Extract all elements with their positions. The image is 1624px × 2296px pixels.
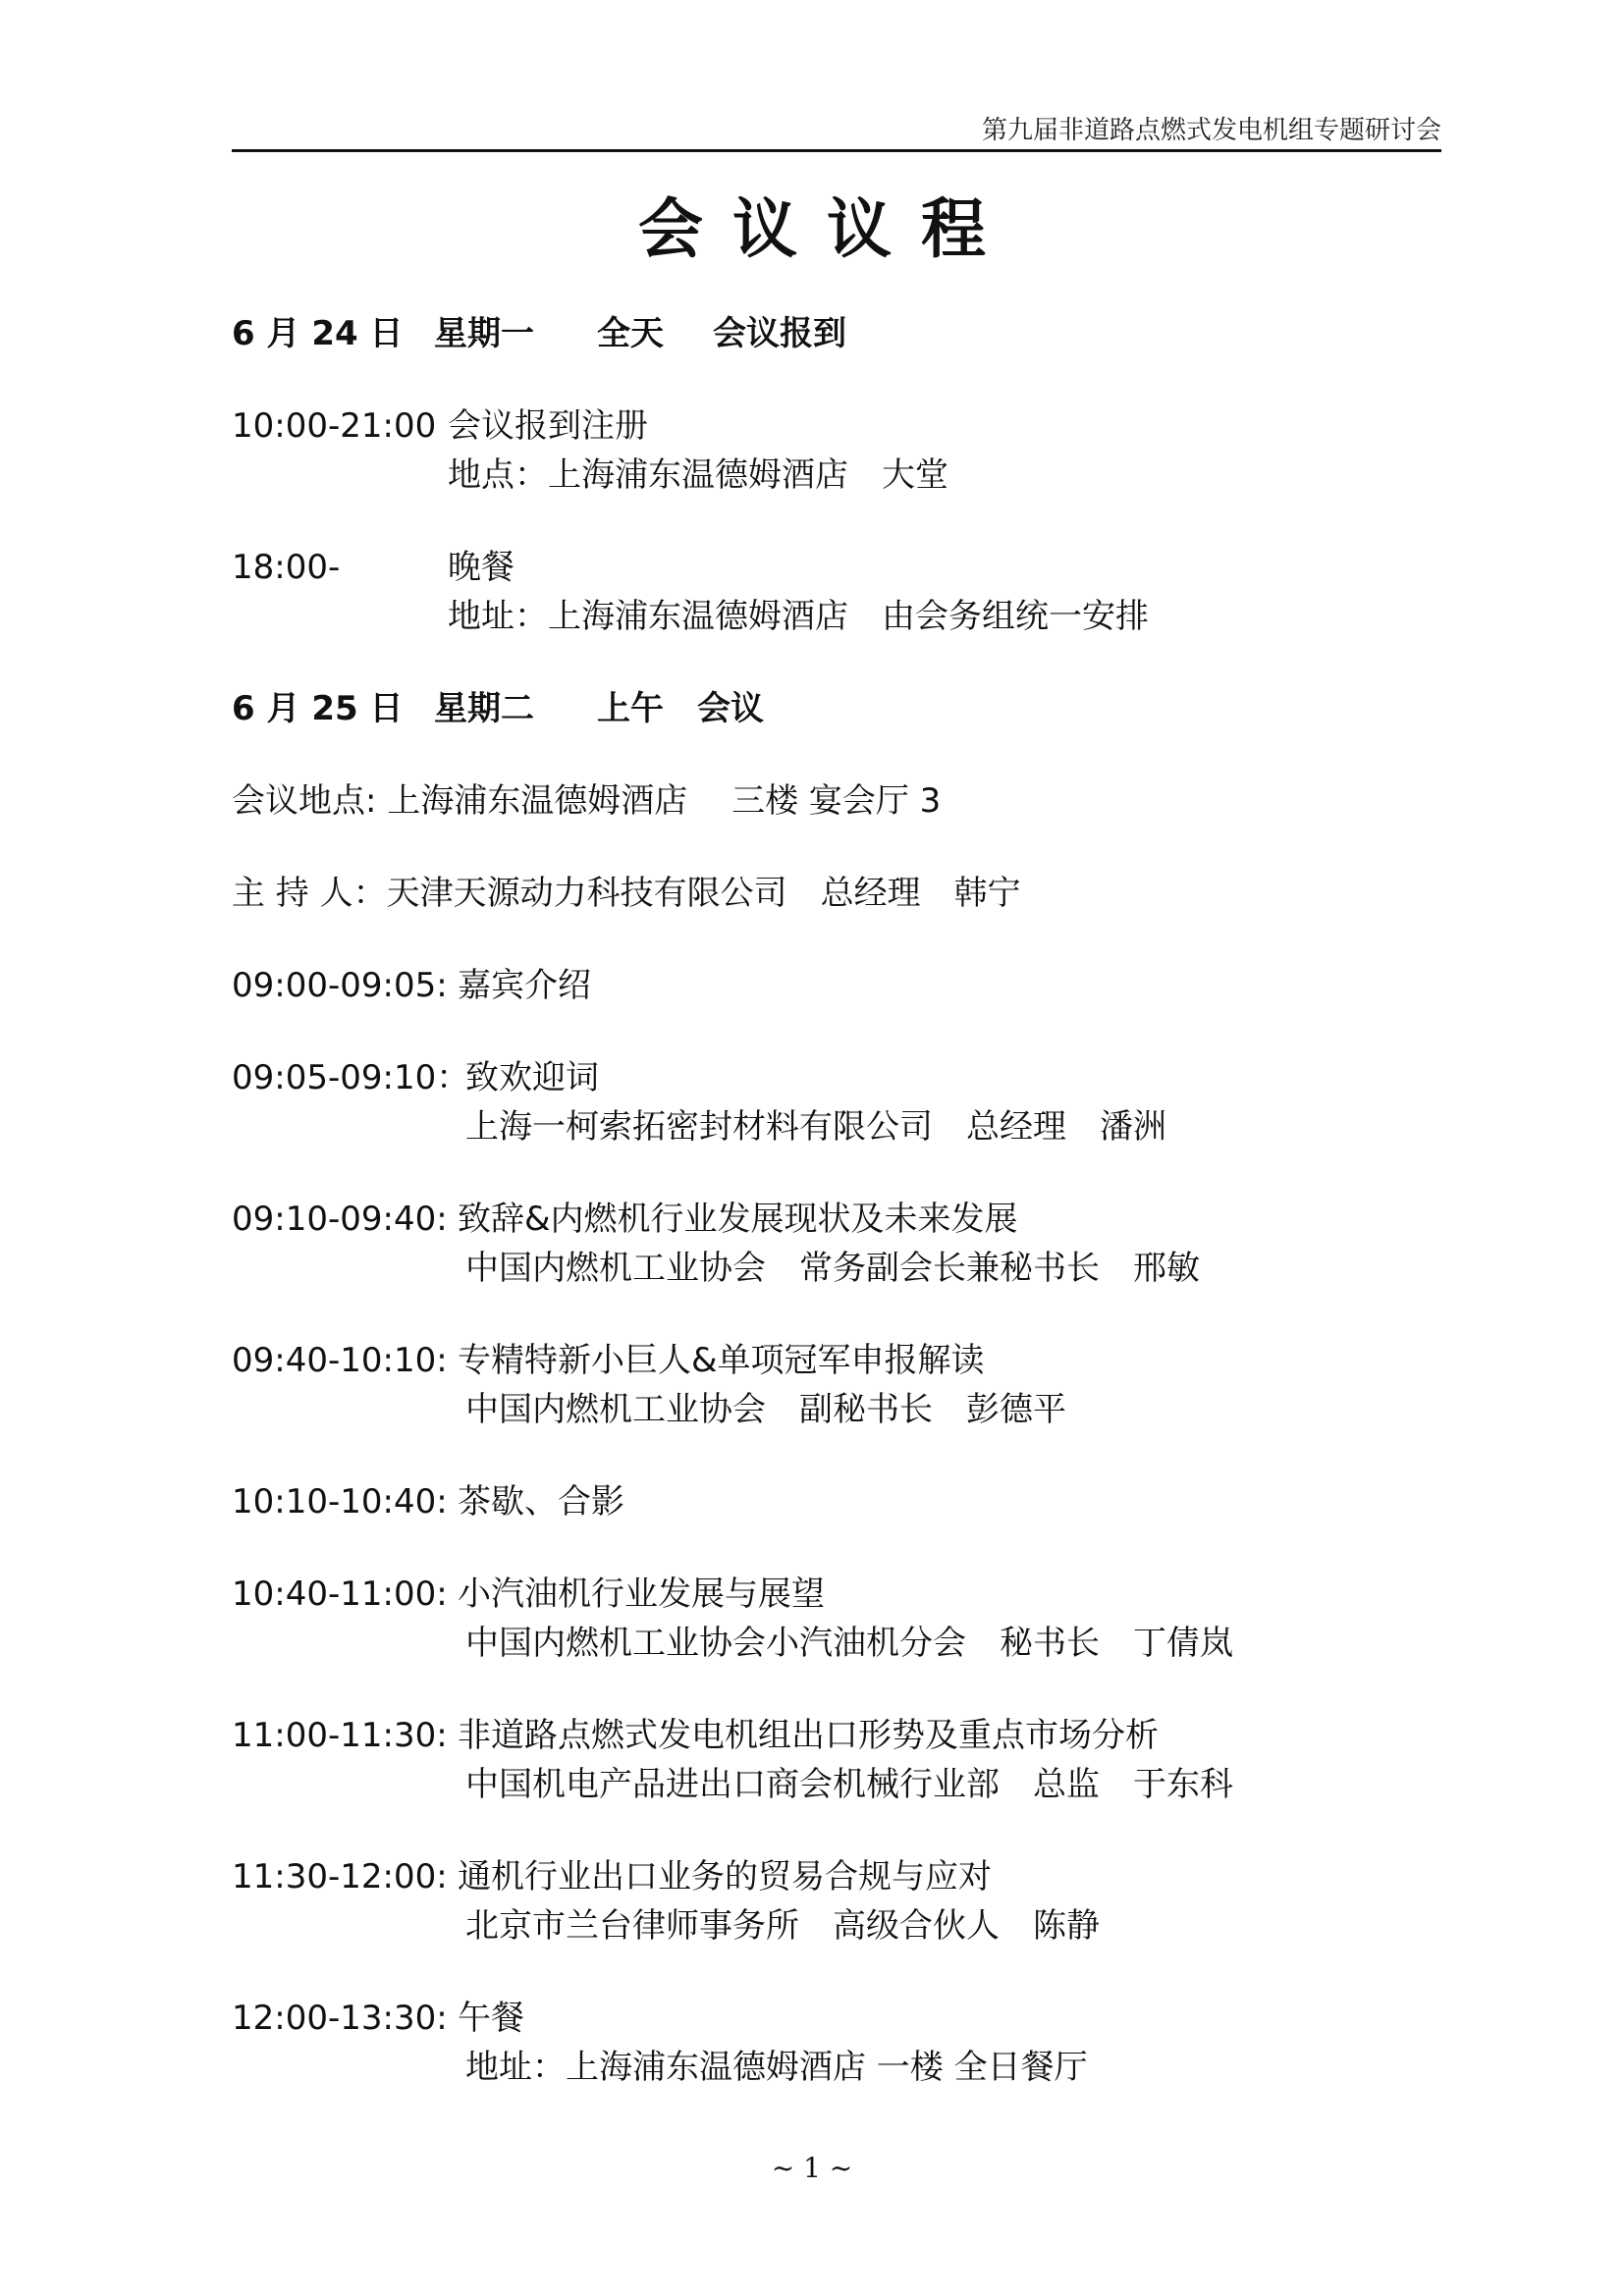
agenda-time: 11:30-12:00: [232, 1857, 448, 1896]
header-rule [232, 149, 1441, 152]
agenda-title: 晚餐 [448, 548, 514, 587]
agenda-time: 09:05-09:10： [232, 1058, 470, 1097]
day2-period: 上午 [597, 689, 664, 728]
agenda-time: 12:00-13:30: [232, 1999, 448, 2038]
agenda-title: 茶歇、合影 [458, 1482, 624, 1522]
agenda-detail: 地址：上海浦东温德姆酒店 由会务组统一安排 [448, 597, 1149, 636]
agenda-detail: 上海一柯索拓密封材料有限公司 总经理 潘洲 [465, 1107, 1166, 1147]
agenda-title: 致欢迎词 [465, 1058, 599, 1097]
agenda-time: 11:00-11:30: [232, 1716, 448, 1755]
agenda-time: 09:10-09:40: [232, 1200, 448, 1239]
host-line: 主 持 人：天津天源动力科技有限公司 总经理 韩宁 [232, 874, 1021, 913]
day2-weekday: 星期二 [434, 689, 534, 728]
page-title: 会议议程 [638, 191, 1015, 267]
agenda-title: 致辞&内燃机行业发展现状及未来发展 [458, 1200, 1018, 1239]
agenda-time: 09:00-09:05: [232, 966, 448, 1005]
agenda-detail: 地点：上海浦东温德姆酒店 大堂 [448, 455, 948, 495]
agenda-detail: 中国机电产品进出口商会机械行业部 总监 于东科 [465, 1765, 1233, 1804]
agenda-detail: 中国内燃机工业协会 常务副会长兼秘书长 邢敏 [465, 1249, 1200, 1288]
page-number: ~ 1 ~ [771, 2152, 853, 2184]
day2-date: 6 月 25 日 [232, 689, 404, 728]
agenda-title: 非道路点燃式发电机组出口形势及重点市场分析 [458, 1716, 1159, 1755]
day1-period: 全天 [597, 314, 664, 353]
day1-topic: 会议报到 [713, 314, 846, 353]
agenda-time: 10:10-10:40: [232, 1482, 448, 1522]
agenda-title: 小汽油机行业发展与展望 [458, 1575, 825, 1614]
agenda-time: 09:40-10:10: [232, 1341, 448, 1380]
agenda-title: 午餐 [458, 1999, 524, 2038]
agenda-detail: 地址：上海浦东温德姆酒店 一楼 全日餐厅 [465, 2048, 1088, 2087]
agenda-title: 通机行业出口业务的贸易合规与应对 [458, 1857, 992, 1896]
venue-line: 会议地点: 上海浦东温德姆酒店 三楼 宴会厅 3 [232, 781, 942, 821]
agenda-detail: 中国内燃机工业协会 副秘书长 彭德平 [465, 1390, 1066, 1429]
agenda-title: 嘉宾介绍 [458, 966, 591, 1005]
day1-date: 6 月 24 日 [232, 314, 404, 353]
agenda-title: 会议报到注册 [448, 406, 648, 446]
agenda-detail: 中国内燃机工业协会小汽油机分会 秘书长 丁倩岚 [465, 1624, 1233, 1663]
agenda-detail: 北京市兰台律师事务所 高级合伙人 陈静 [465, 1906, 1100, 1946]
running-header: 第九届非道路点燃式发电机组专题研讨会 [981, 116, 1441, 145]
agenda-title: 专精特新小巨人&单项冠军申报解读 [458, 1341, 985, 1380]
day1-weekday: 星期一 [434, 314, 534, 353]
day2-topic: 会议 [697, 689, 764, 728]
agenda-time: 10:00-21:00 [232, 406, 437, 446]
agenda-time: 10:40-11:00: [232, 1575, 448, 1614]
agenda-time: 18:00- [232, 548, 341, 587]
